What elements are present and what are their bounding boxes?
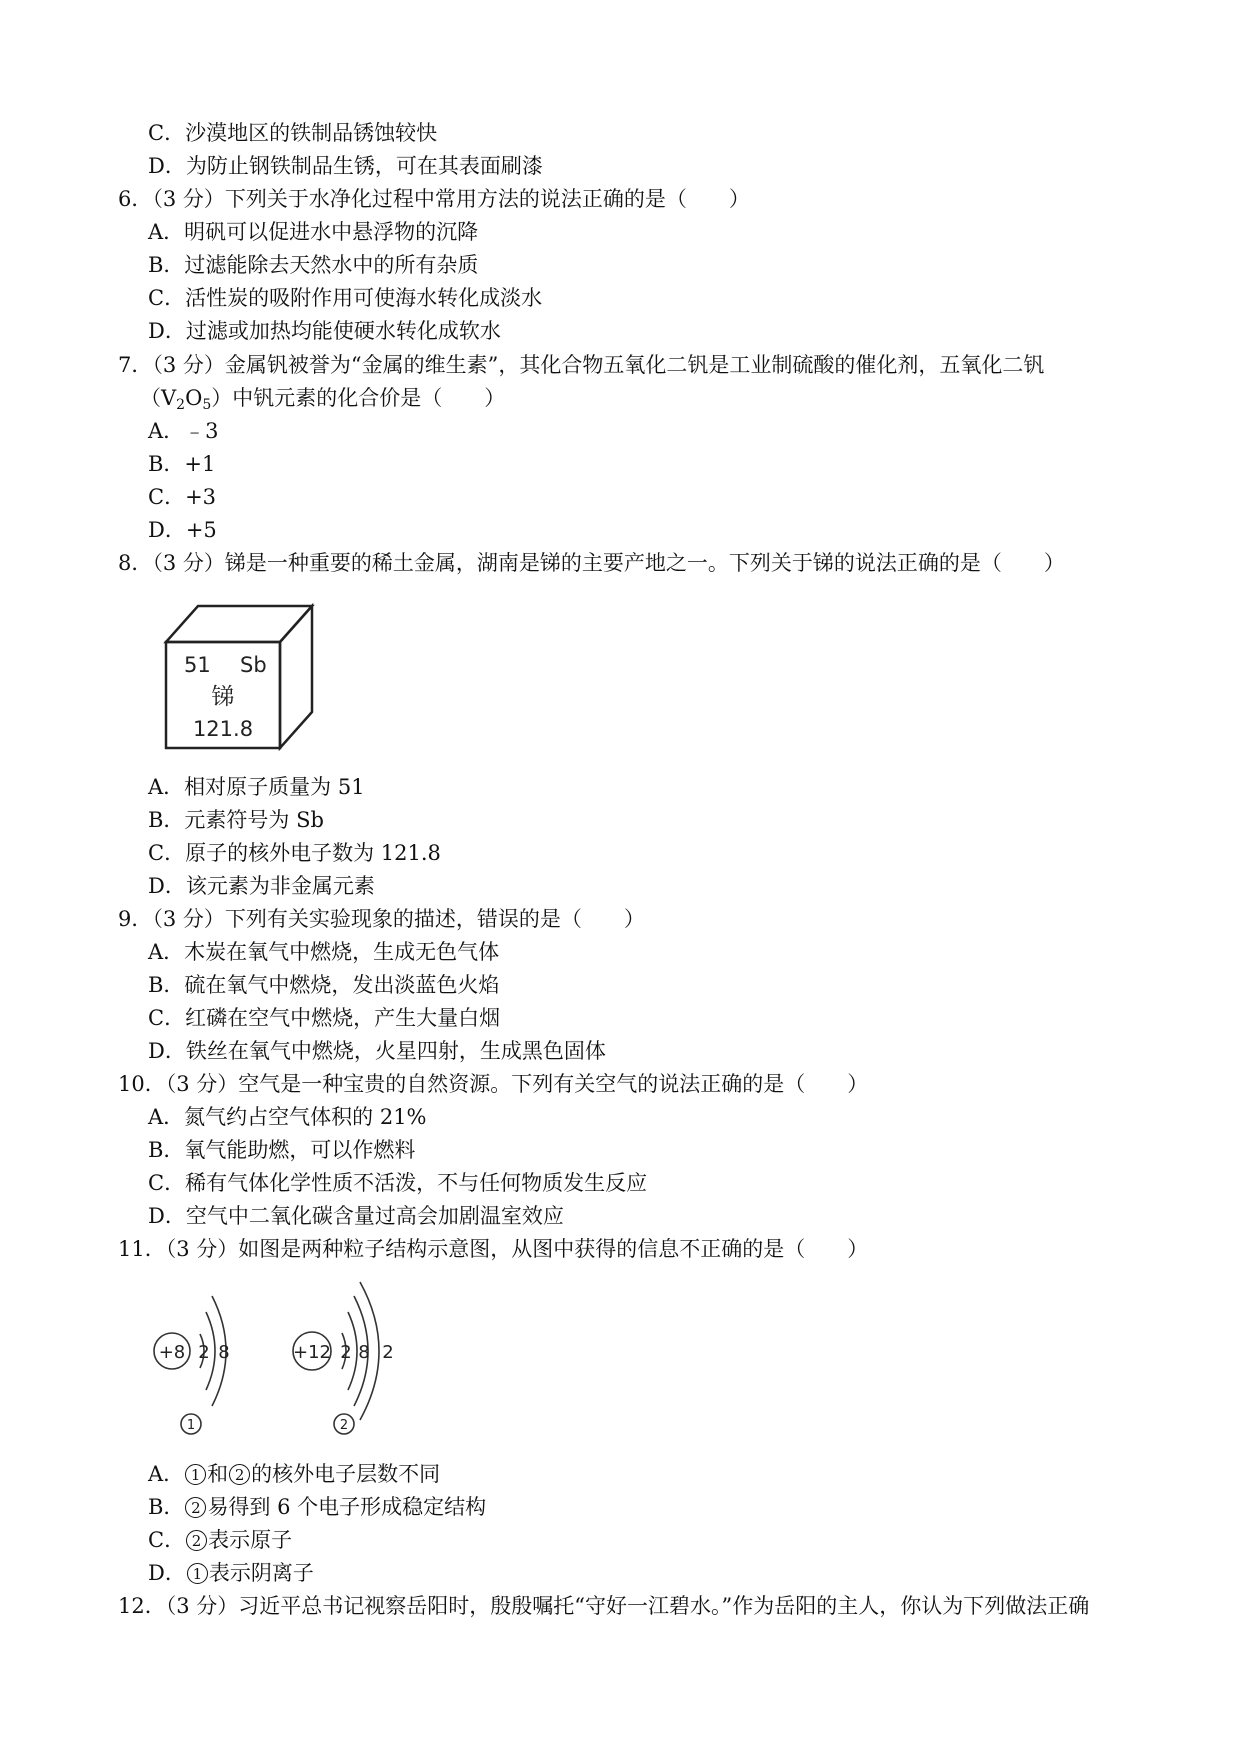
- q10-option-c: C．稀有气体化学性质不活泼，不与任何物质发生反应: [148, 1171, 648, 1195]
- q10-stem: 10．（3 分）空气是一种宝贵的自然资源。下列有关空气的说法正确的是（ ）: [118, 1072, 869, 1096]
- q11-option-c-letter: C．: [148, 1528, 186, 1552]
- particle1-shell-2: 8: [218, 1342, 230, 1363]
- q11-option-d: [148, 1558, 314, 1588]
- q10-option-b: B．氧气能助燃，可以作燃料: [148, 1138, 416, 1162]
- q6-option-a: A．明矾可以促进水中悬浮物的沉降: [148, 220, 479, 244]
- q9-stem: 9．（3 分）下列有关实验现象的描述，错误的是（ ）: [118, 907, 645, 931]
- q7-formula-close: ）中钒元素的化合价是（ ）: [211, 386, 506, 410]
- q11-option-d-letter: D．: [148, 1561, 186, 1585]
- particle2-nucleus: +12: [293, 1342, 331, 1363]
- circled-two-mark: 2: [229, 1464, 250, 1485]
- q11-option-a-text: 的核外电子层数不同: [251, 1462, 441, 1486]
- q7-formula-o: O: [185, 386, 203, 410]
- q9-option-d: D．铁丝在氧气中燃烧，火星四射，生成黑色固体: [148, 1039, 606, 1063]
- q6-stem: 6．（3 分）下列关于水净化过程中常用方法的说法正确的是（ ）: [118, 187, 750, 211]
- particle-structure-figure: [148, 1278, 418, 1443]
- q11-option-b-text: 易得到 6 个电子形成稳定结构: [207, 1495, 487, 1519]
- q10-option-d: D．空气中二氧化碳含量过高会加剧温室效应: [148, 1204, 564, 1228]
- q11-option-d-text: 表示阴离子: [208, 1561, 314, 1585]
- q5-option-d: D．为防止钢铁制品生锈，可在其表面刷漆: [148, 154, 543, 178]
- q8-option-a: A．相对原子质量为 51: [148, 775, 365, 799]
- q8-stem: 8．（3 分）锑是一种重要的稀土金属，湖南是锑的主要产地之一。下列关于锑的说法正确的是（ ）: [118, 551, 1065, 575]
- q7-subscript-1: 2: [176, 397, 186, 413]
- q6-option-d: D．过滤或加热均能使硬水转化成软水: [148, 319, 501, 343]
- circled-one-mark: 1: [185, 1464, 206, 1485]
- q11-stem: 11．（3 分）如图是两种粒子结构示意图，从图中获得的信息不正确的是（ ）: [118, 1237, 869, 1261]
- q8-option-c: C．原子的核外电子数为 121.8: [148, 841, 441, 865]
- q7-option-b: B．+1: [148, 452, 216, 476]
- q7-option-a: A．﹣3: [148, 419, 219, 443]
- q11-option-a-letter: A．: [148, 1462, 185, 1486]
- element-symbol: Sb: [240, 653, 267, 677]
- particle2-shell-2: 8: [358, 1342, 370, 1363]
- q8-option-d: D．该元素为非金属元素: [148, 874, 375, 898]
- q11-option-a-and: 和: [207, 1462, 229, 1486]
- circled-two-mark: 2: [186, 1530, 207, 1551]
- q7-stem: 7．（3 分）金属钒被誉为“金属的维生素”，其化合物五氧化二钒是工业制硫酸的催化剂，五氧化二钒: [118, 353, 1045, 377]
- q6-option-b: B．过滤能除去天然水中的所有杂质: [148, 253, 479, 277]
- q11-option-b-letter: B．: [148, 1495, 185, 1519]
- particle2-shell-3: 2: [382, 1342, 394, 1363]
- particle2-shell-1: 2: [340, 1342, 352, 1363]
- particle2-label: 2: [339, 1418, 349, 1433]
- q9-option-c: C．红磷在空气中燃烧，产生大量白烟: [148, 1006, 501, 1030]
- q6-option-c: C．活性炭的吸附作用可使海水转化成淡水: [148, 286, 543, 310]
- particle1-nucleus: +8: [158, 1342, 186, 1363]
- q7-option-d: D．+5: [148, 518, 217, 542]
- q5-option-c: C．沙漠地区的铁制品锈蚀较快: [148, 121, 438, 145]
- q7-option-c: C．+3: [148, 485, 217, 509]
- q7-subscript-2: 5: [202, 397, 212, 413]
- q11-option-a: [148, 1459, 440, 1489]
- circled-two-mark: 2: [185, 1497, 206, 1518]
- q7-formula-open: （V: [140, 386, 177, 410]
- q12-stem: 12．（3 分）习近平总书记视察岳阳时，殷殷嘱托“守好一江碧水。”作为岳阳的主人，你认为下列做法正确: [118, 1594, 1090, 1618]
- q9-option-b: B．硫在氧气中燃烧，发出淡蓝色火焰: [148, 973, 500, 997]
- element-name: 锑: [211, 684, 235, 710]
- q11-option-b: [148, 1492, 486, 1522]
- q11-option-c: [148, 1525, 292, 1555]
- q11-option-c-text: 表示原子: [208, 1528, 293, 1552]
- circled-one-mark: 1: [187, 1563, 208, 1584]
- element-cube-figure: [160, 600, 320, 752]
- particle1-shell-1: 2: [198, 1342, 210, 1363]
- element-mass: 121.8: [192, 717, 254, 741]
- q7-stem-line2: [140, 383, 505, 413]
- q8-option-b: B．元素符号为 Sb: [148, 808, 324, 832]
- particle1-label: 1: [186, 1418, 196, 1433]
- q9-option-a: A．木炭在氧气中燃烧，生成无色气体: [148, 940, 500, 964]
- q10-option-a: A．氮气约占空气体积的 21%: [148, 1105, 427, 1129]
- element-atomic-number: 51: [184, 653, 211, 677]
